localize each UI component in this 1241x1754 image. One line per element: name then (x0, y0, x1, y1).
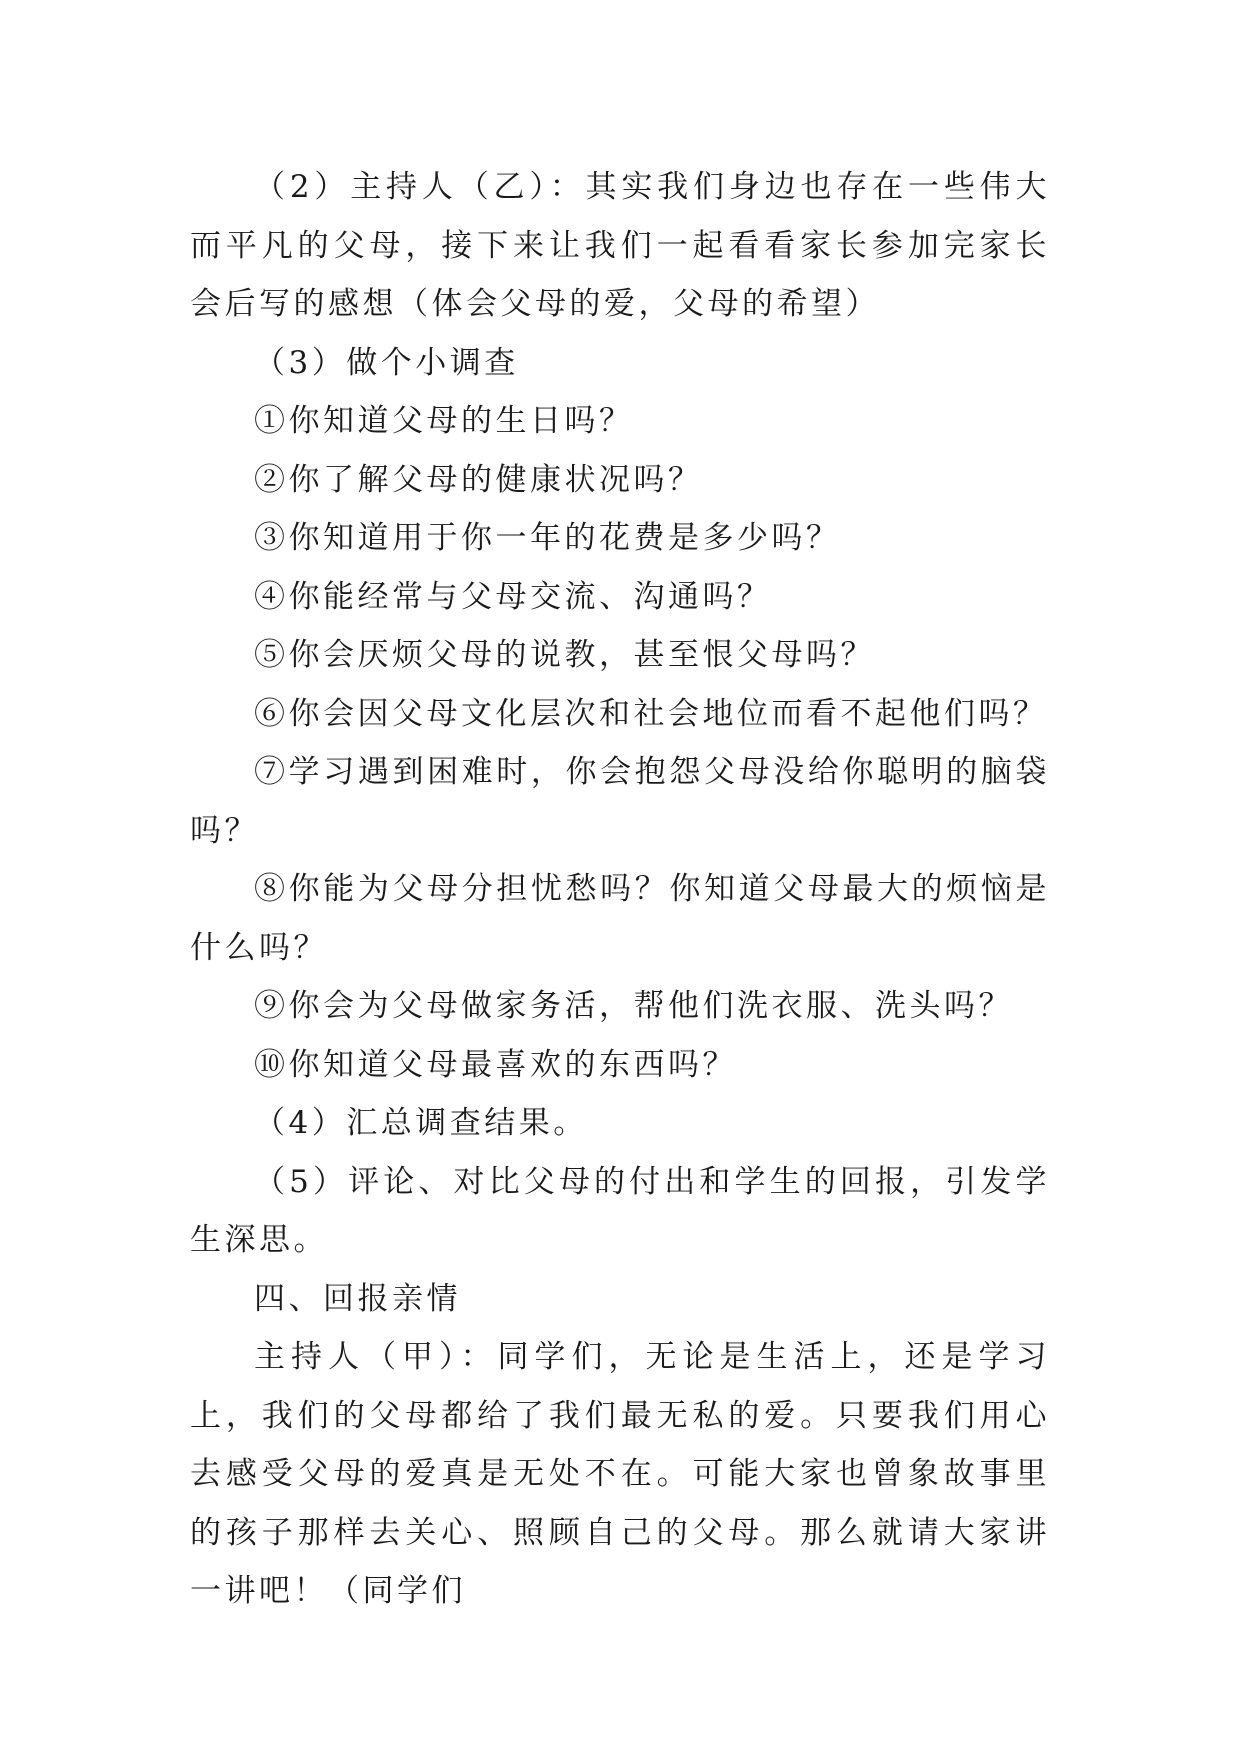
paragraph-comparison: （5）评论、对比父母的付出和学生的回报，引发学生深思。 (190, 1163, 1050, 1258)
survey-question-10: ⑩你知道父母最喜欢的东西吗？ (254, 1046, 737, 1083)
survey-question-1: ①你知道父母的生日吗？ (254, 403, 634, 439)
paragraph-survey-heading: （3）做个小调查 (254, 344, 519, 381)
paragraph-host-b-intro: （2）主持人（乙）：其实我们身边也存在一些伟大而平凡的父母，接下来让我们一起看看家长参加完家长会后写的感想（体会父母的爱，父母的希望） (190, 169, 1050, 322)
survey-question-4: ④你能经常与父母交流、沟通吗？ (254, 578, 772, 615)
paragraph-host-a-speech: 主持人（甲）：同学们，无论是生活上，还是学习上，我们的父母都给了我们最无私的爱。只要我们用心去感受父母的爱真是无处不在。可能大家也曾象故事里的孩子那样去关心、照顾自己的父母。那么就请大家讲一讲吧！（同学们 (190, 1339, 1050, 1609)
survey-question-5: ⑤你会厌烦父母的说教，甚至恨父母吗？ (254, 637, 875, 673)
paragraph-summary: （4）汇总调查结果。 (254, 1105, 588, 1141)
survey-question-7: ⑦学习遇到困难时，你会抱怨父母没给你聪明的脑袋吗？ (190, 754, 1050, 849)
section-heading-return-love: 四、回报亲情 (254, 1280, 461, 1317)
document-body (190, 158, 1050, 1621)
survey-question-8: ⑧你能为父母分担忧愁吗？你知道父母最大的烦恼是什么吗？ (190, 871, 1050, 966)
survey-question-2: ②你了解父母的健康状况吗？ (254, 461, 703, 498)
survey-question-3: ③你知道用于你一年的花费是多少吗？ (254, 520, 841, 556)
survey-question-6: ⑥你会因父母文化层次和社会地位而看不起他们吗？ (254, 695, 1048, 732)
survey-question-9: ⑨你会为父母做家务活，帮他们洗衣服、洗头吗？ (254, 988, 1013, 1024)
